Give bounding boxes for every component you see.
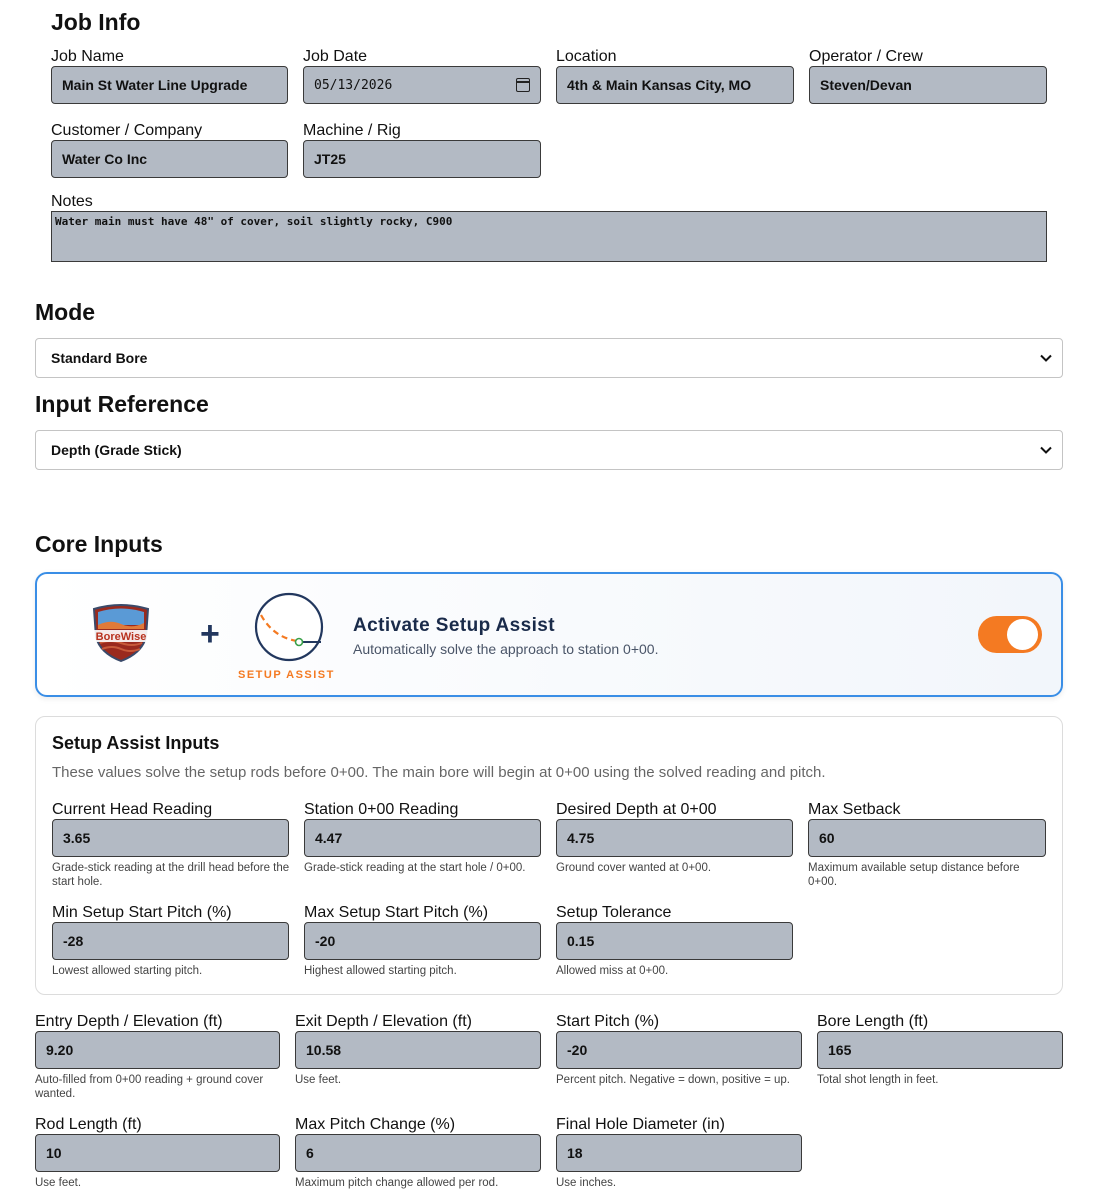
desired-depth-help: Ground cover wanted at 0+00. — [556, 862, 712, 874]
toggle-knob[interactable] — [1007, 619, 1038, 650]
notes-label: Notes — [51, 193, 93, 210]
job-date-input[interactable] — [303, 66, 541, 104]
bore-length-help: Total shot length in feet. — [817, 1074, 939, 1086]
entry-depth-label: Entry Depth / Elevation (ft) — [35, 1013, 223, 1030]
bore-length-input[interactable]: 165 — [817, 1031, 1063, 1069]
setup-assist-caption: SETUP ASSIST — [238, 669, 335, 681]
activate-setup-assist-subtitle: Automatically solve the approach to station 0+00. — [353, 641, 659, 657]
input-reference-title: Input Reference — [35, 391, 209, 417]
max-pitch-change-input[interactable]: 6 — [295, 1134, 541, 1172]
setup-tolerance-input[interactable]: 0.15 — [556, 922, 793, 960]
max-setback-help: Maximum available setup distance before 0+00. — [808, 862, 1020, 888]
current-head-reading-input[interactable]: 3.65 — [52, 819, 289, 857]
calendar-icon[interactable] — [516, 78, 530, 92]
job-date-value: 05/13/2026 — [314, 77, 393, 93]
max-setup-pitch-help: Highest allowed starting pitch. — [304, 965, 457, 977]
max-setback-input[interactable]: 60 — [808, 819, 1046, 857]
machine-input[interactable]: JT25 — [303, 140, 541, 178]
rod-length-label: Rod Length (ft) — [35, 1116, 142, 1133]
min-setup-pitch-input[interactable]: -28 — [52, 922, 289, 960]
core-inputs-title: Core Inputs — [35, 531, 163, 557]
min-setup-pitch-help: Lowest allowed starting pitch. — [52, 965, 203, 977]
exit-depth-input[interactable]: 10.58 — [295, 1031, 541, 1069]
mode-title: Mode — [35, 299, 96, 325]
plus-icon: + — [200, 615, 220, 653]
mode-select[interactable] — [35, 338, 1063, 378]
desired-depth-label: Desired Depth at 0+00 — [556, 801, 717, 818]
current-head-reading-help: Grade-stick reading at the drill head before the start hole. — [52, 862, 290, 888]
mode-selected-value: Standard Bore — [51, 350, 148, 366]
station-reading-label: Station 0+00 Reading — [304, 801, 459, 818]
start-pitch-input[interactable]: -20 — [556, 1031, 802, 1069]
location-label: Location — [556, 48, 617, 65]
customer-label: Customer / Company — [51, 122, 203, 139]
setup-tolerance-label: Setup Tolerance — [556, 904, 672, 921]
exit-depth-label: Exit Depth / Elevation (ft) — [295, 1013, 472, 1030]
input-reference-select[interactable] — [35, 430, 1063, 470]
max-setback-label: Max Setback — [808, 801, 901, 818]
job-date-label: Job Date — [303, 48, 368, 65]
setup-assist-inputs-description: These values solve the setup rods before 0+00. The main bore will begin at 0+00 using the solved reading and pitch. — [52, 764, 826, 781]
borewise-logo-icon — [90, 603, 152, 663]
rod-length-help: Use feet. — [35, 1177, 82, 1189]
setup-assist-toggle[interactable] — [978, 616, 1042, 653]
station-reading-input[interactable]: 4.47 — [304, 819, 541, 857]
setup-assist-gauge-icon — [253, 591, 325, 663]
desired-depth-input[interactable]: 4.75 — [556, 819, 793, 857]
start-pitch-help: Percent pitch. Negative = down, positive = up. — [556, 1074, 790, 1086]
entry-depth-input[interactable]: 9.20 — [35, 1031, 280, 1069]
rod-length-input[interactable]: 10 — [35, 1134, 280, 1172]
entry-depth-help: Auto-filled from 0+00 reading + ground cover wanted. — [35, 1074, 264, 1100]
final-hole-diameter-input[interactable]: 18 — [556, 1134, 802, 1172]
max-setup-pitch-label: Max Setup Start Pitch (%) — [304, 904, 489, 921]
final-hole-diameter-label: Final Hole Diameter (in) — [556, 1116, 725, 1133]
customer-input[interactable]: Water Co Inc — [51, 140, 288, 178]
machine-label: Machine / Rig — [303, 122, 401, 139]
operator-input[interactable]: Steven/Devan — [809, 66, 1047, 104]
activate-setup-assist-title: Activate Setup Assist — [353, 615, 555, 636]
setup-assist-inputs-title: Setup Assist Inputs — [52, 733, 220, 753]
bore-length-label: Bore Length (ft) — [817, 1013, 929, 1030]
chevron-down-icon — [1040, 354, 1052, 362]
borewise-logo-text: BoreWise — [95, 631, 147, 643]
job-name-label: Job Name — [51, 48, 124, 65]
setup-tolerance-help: Allowed miss at 0+00. — [556, 965, 669, 977]
job-name-input[interactable]: Main St Water Line Upgrade — [51, 66, 288, 104]
location-input[interactable]: 4th & Main Kansas City, MO — [556, 66, 794, 104]
min-setup-pitch-label: Min Setup Start Pitch (%) — [52, 904, 232, 921]
chevron-down-icon — [1040, 446, 1052, 454]
exit-depth-help: Use feet. — [295, 1074, 342, 1086]
max-pitch-change-help: Maximum pitch change allowed per rod. — [295, 1177, 499, 1189]
max-setup-pitch-input[interactable]: -20 — [304, 922, 541, 960]
current-head-reading-label: Current Head Reading — [52, 801, 213, 818]
station-reading-help: Grade-stick reading at the start hole / 0+00. — [304, 862, 526, 874]
max-pitch-change-label: Max Pitch Change (%) — [295, 1116, 456, 1133]
input-reference-selected-value: Depth (Grade Stick) — [51, 442, 182, 458]
operator-label: Operator / Crew — [809, 48, 923, 65]
final-hole-diameter-help: Use inches. — [556, 1177, 617, 1189]
job-info-title: Job Info — [51, 9, 141, 35]
start-pitch-label: Start Pitch (%) — [556, 1013, 660, 1030]
notes-textarea[interactable]: Water main must have 48" of cover, soil slightly rocky, C900 — [51, 211, 1047, 262]
